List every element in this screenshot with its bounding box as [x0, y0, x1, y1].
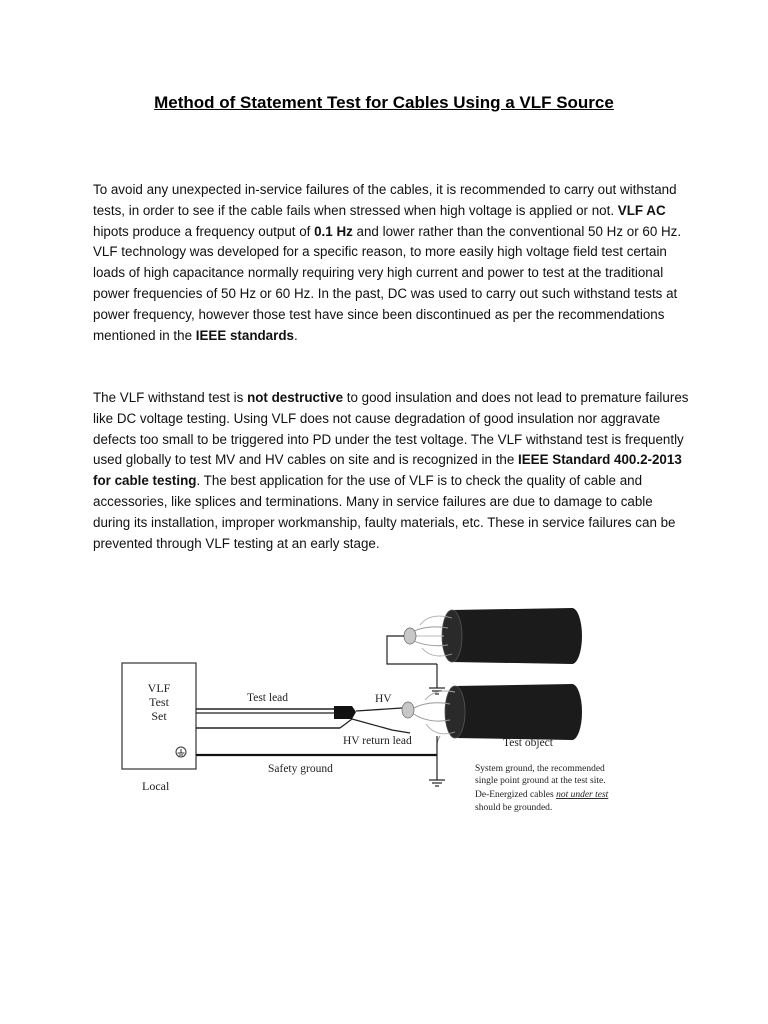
text-run: to good insulation and does not lead to premature failures like DC voltage testing. Using VLF does not cause degradation of good insulation nor aggravate defects too small to be triggered into PD under the test voltage. The VLF withstand test is frequently used globally to test MV and HV cables on site and is recognized in the: [93, 390, 689, 468]
bold-text-run: IEEE standards: [195, 327, 294, 343]
note-line-4: should be grounded.: [475, 803, 553, 813]
text-run: The VLF withstand test is: [93, 390, 248, 405]
hv-return-lead-label: HV return lead: [343, 735, 412, 747]
box-label-set: Set: [151, 709, 167, 723]
bold-text-run: IEEE Standard 400.2-2013 for cable testing: [93, 452, 682, 489]
box-label-test: Test: [149, 695, 169, 709]
text-run: and lower rather than the conventional 50 Hz or 60 Hz. VLF technology was developed for a specific reason, to more easily high voltage field test certain loads of high capacitance normally requiring very high current and power to test at the traditional power frequencies of 50 Hz or 60 Hz. In the past, DC was used to carry out such withstand tests at power frequency, however those test have since been discontinued as per the recommendations mentioned in the: [93, 223, 682, 343]
bold-text-run: VLF AC: [617, 202, 666, 218]
bold-text-run: 0.1 Hz: [314, 223, 353, 239]
note-line-2: single point ground at the test site.: [475, 776, 606, 786]
test-lead-label: Test lead: [247, 692, 289, 704]
text-run: To avoid any unexpected in-service failures of the cables, it is recommended to carry out withstand tests, in order to see if the cable fails when stressed when high voltage is applied or not.: [93, 182, 677, 218]
text-run: hipots produce a frequency output of: [93, 223, 315, 239]
note-line-3: De-Energized cables not under test: [475, 790, 609, 800]
note-line-1: System ground, the recommended: [475, 764, 605, 774]
local-label: Local: [142, 779, 170, 793]
hv-label: HV: [375, 693, 392, 705]
lead-connector: [334, 706, 356, 719]
upper-cable: [387, 608, 582, 688]
bold-text-run: not destructive: [247, 390, 344, 405]
document-title: Method of Statement Test for Cables Using a VLF Source: [154, 93, 614, 112]
text-run: . The best application for the use of VLF is to check the quality of cable and accessories, like splices and terminations. Many in service failures are due to damage to cable during its installation, improper workmanship, faulty materials, etc. These in service failures can be prevented through VLF testing at an early stage.: [93, 473, 676, 551]
text-run: .: [293, 327, 298, 343]
ground-symbol-icon: [429, 780, 445, 786]
test-object-label: Test object: [503, 737, 553, 749]
box-label-vlf: VLF: [147, 681, 171, 695]
safety-ground-label: Safety ground: [268, 763, 333, 775]
